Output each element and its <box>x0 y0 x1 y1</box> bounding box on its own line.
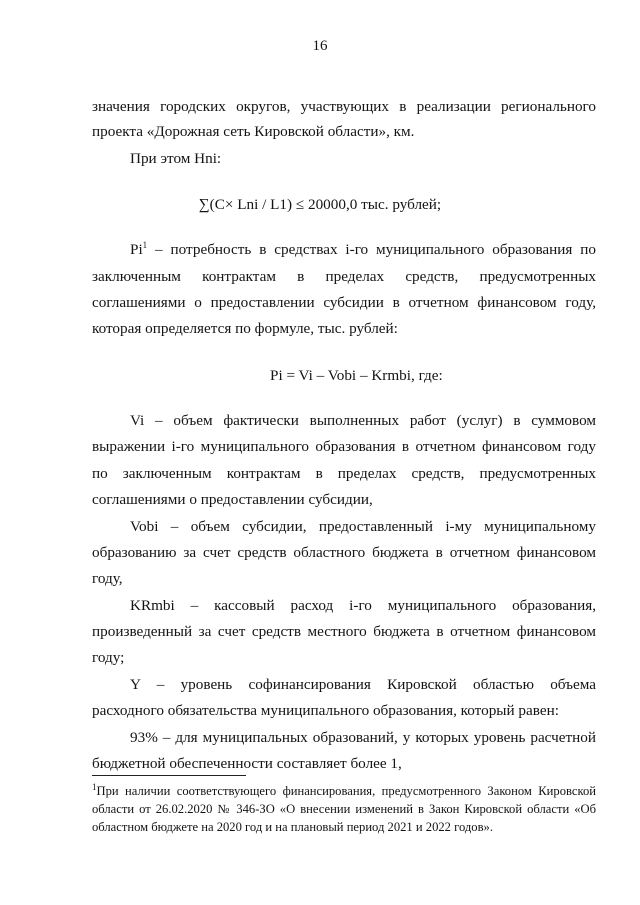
text-line: заключенным контрактам в пределах средств, предусмотренных <box>92 268 596 285</box>
text-line: KRmbi – кассовый расход i-го муниципального образования, <box>130 597 596 614</box>
text-line: соглашениями о предоставлении субсидии, <box>92 491 373 508</box>
text-line: произведенный за счет средств местного бюджета в отчетном финансовом <box>92 623 596 640</box>
text-line: году; <box>92 649 125 666</box>
pi-definition: – потребность в средствах i-го муниципального образования по <box>147 241 596 258</box>
text-line: Vi – объем фактически выполненных работ (услуг) в суммовом <box>130 412 596 429</box>
footnote-line: области от 26.02.2020 № 346-ЗО «О внесении изменений в Закон Кировской области «Об <box>92 802 596 816</box>
text-line: значения городских округов, участвующих в реализации регионального <box>92 98 596 115</box>
text-line: образованию за счет средств областного бюджета в отчетном финансовом <box>92 544 596 561</box>
text-line: Y – уровень софинансирования Кировской областью объема <box>130 676 596 693</box>
text-line: 93% – для муниципальных образований, у которых уровень расчетной <box>130 729 596 746</box>
text-line: которая определяется по формуле, тыс. рублей: <box>92 320 398 337</box>
text-line: году, <box>92 570 123 587</box>
footnote-separator <box>92 775 246 776</box>
text-line: бюджетной обеспеченности составляет более 1, <box>92 755 402 772</box>
formula-hni: ∑(C× Lni / L1) ≤ 20000,0 тыс. рублей; <box>198 196 442 213</box>
text-line: При этом Hni: <box>130 150 222 167</box>
footnote-line: областном бюджете на 2020 год и на плановый период 2021 и 2022 годов». <box>92 820 493 834</box>
footnote-number: 1 <box>92 781 97 792</box>
text-line-pi <box>130 240 596 260</box>
footnote-line: $^1$При наличии соответствующего финансирования, предусмотренного Законом Кировской <box>92 781 596 798</box>
text-line: выражении i-го муниципального образования в отчетном финансовом году <box>92 438 596 455</box>
text-line: проекта «Дорожная сеть Кировской области», км. <box>92 123 415 140</box>
page-number: 16 <box>312 38 328 54</box>
text-line: Vobi – объем субсидии, предоставленный i-му муниципальному <box>130 518 596 535</box>
text-line: расходного обязательства муниципального образования, который равен: <box>92 702 559 719</box>
text-line: соглашениями о предоставлении субсидии в отчетном финансовом году, <box>92 294 596 311</box>
text-line: по заключенным контрактам в пределах средств, предусмотренных <box>92 465 596 482</box>
footnote-mark: 1 <box>142 239 148 250</box>
pi-symbol: Pi <box>130 241 143 258</box>
formula-pi: Pi = Vi – Vobi – Krmbi, где: <box>270 367 443 384</box>
